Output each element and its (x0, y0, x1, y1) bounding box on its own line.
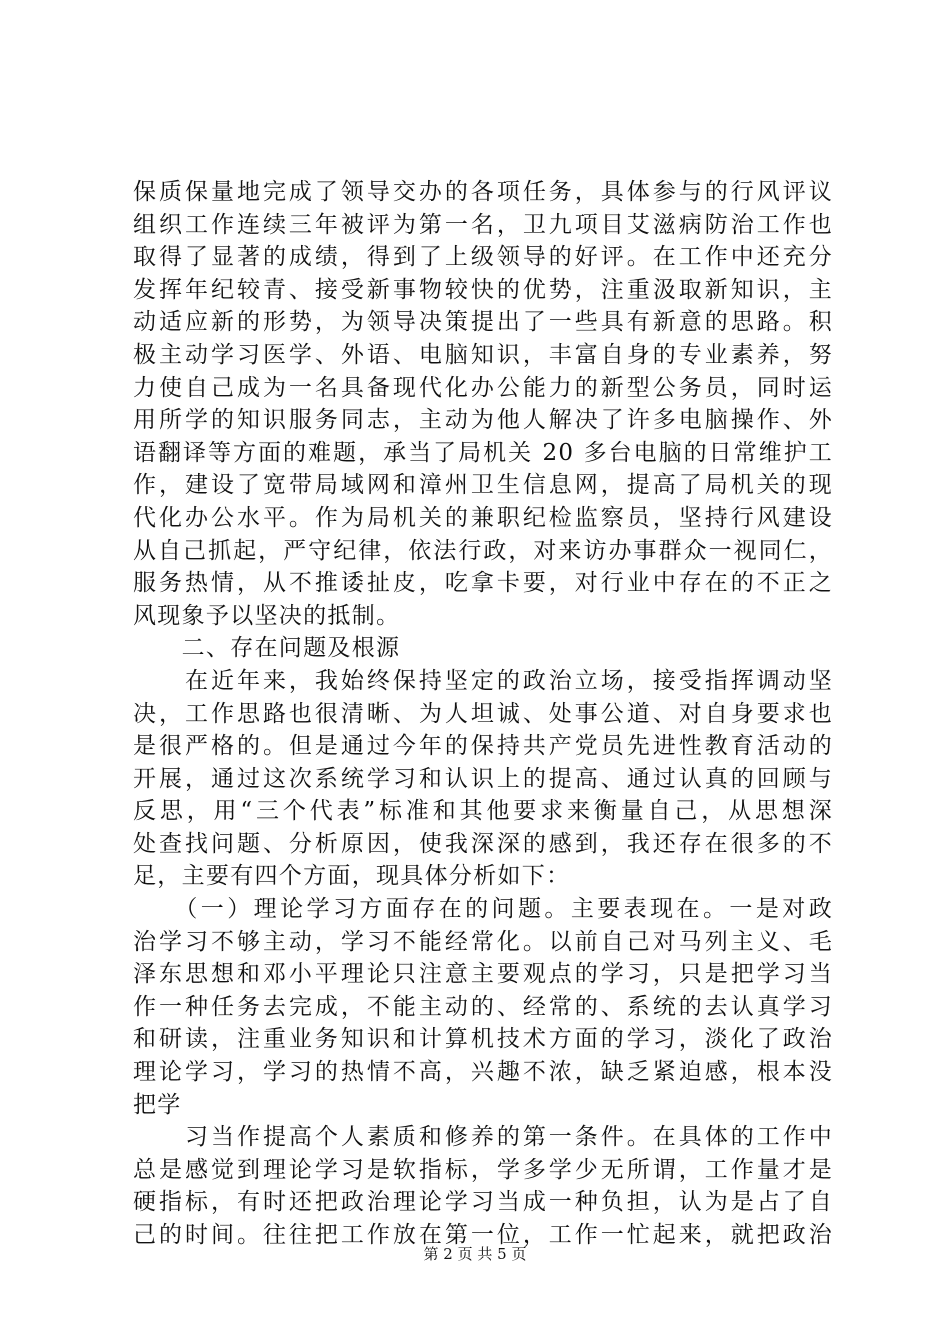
text-line: 和研读，注重业务知识和计算机技术方面的学习，淡化了政治 (133, 1026, 833, 1053)
text-line: 作，建设了宽带局域网和漳州卫生信息网，提高了局机关的现 (133, 472, 833, 499)
text-line: 动适应新的形势，为领导决策提出了一些具有新意的思路。积 (133, 309, 833, 336)
text-line: 组织工作连续三年被评为第一名，卫九项目艾滋病防治工作也 (133, 211, 833, 238)
text-line: 理论学习，学习的热情不高，兴趣不浓，缺乏紧迫感，根本没 (133, 1059, 833, 1086)
text-line: 从自己抓起，严守纪律，依法行政，对来访办事群众一视同仁， (133, 537, 833, 564)
text-line: 取得了显著的成绩，得到了上级领导的好评。在工作中还充分 (133, 244, 833, 271)
text-line: 决，工作思路也很清晰、为人坦诚、处事公道、对自身要求也 (133, 700, 833, 727)
text-line: 风现象予以坚决的抵制。 (133, 602, 401, 629)
text-line: 己的时间。往往把工作放在第一位，工作一忙起来，就把政治 (133, 1222, 833, 1248)
text-line: 开展，通过这次系统学习和认识上的提高、通过认真的回顾与 (133, 765, 833, 792)
text-line: 处查找问题、分析原因，使我深深的感到，我还存在很多的不 (133, 830, 833, 857)
text-line: 发挥年纪较青、接受新事物较快的优势，注重汲取新知识，主 (133, 276, 833, 303)
body-text (133, 176, 833, 1252)
text-line: 习当作提高个人素质和修养的第一条件。在具体的工作中 (133, 1124, 833, 1151)
text-line: 反思，用“三个代表”标准和其他要求来衡量自己，从思想深 (133, 798, 833, 825)
text-line: 总是感觉到理论学习是软指标，学多学少无所谓，工作量才是 (133, 1156, 833, 1183)
text-line: 力使自己成为一名具备现代化办公能力的新型公务员，同时运 (133, 374, 833, 401)
text-line: 极主动学习医学、外语、电脑知识，丰富自身的专业素养，努 (133, 341, 833, 368)
text-line: 在近年来，我始终保持坚定的政治立场，接受指挥调动坚 (133, 667, 833, 694)
text-line: 作一种任务去完成，不能主动的、经常的、系统的去认真学习 (133, 993, 833, 1020)
text-line: （一）理论学习方面存在的问题。主要表现在。一是对政 (133, 896, 833, 923)
section-heading: 二、存在问题及根源 (133, 635, 401, 662)
text-line: 保质保量地完成了领导交办的各项任务，具体参与的行风评议 (133, 179, 833, 205)
text-line: 是很严格的。但是通过今年的保持共产党员先进性教育活动的 (133, 733, 833, 760)
text-line: 把学 (133, 1091, 182, 1118)
text-line: 语翻译等方面的难题，承当了局机关 20 多台电脑的日常维护工 (133, 439, 833, 466)
text-line: 治学习不够主动，学习不能经常化。以前自己对马列主义、毛 (133, 928, 833, 955)
text-line: 泽东思想和邓小平理论只注意主要观点的学习，只是把学习当 (133, 961, 833, 988)
text-line: 服务热情，从不推诿扯皮，吃拿卡要，对行业中存在的不正之 (133, 570, 833, 597)
text-line: 代化办公水平。作为局机关的兼职纪检监察员，坚持行风建设 (133, 504, 833, 531)
text-line: 硬指标，有时还把政治理论学习当成一种负担，认为是占了自 (133, 1189, 833, 1216)
page-number-footer: 第 2 页 共 5 页 (423, 1245, 527, 1263)
text-line: 足，主要有四个方面，现具体分析如下： (133, 863, 571, 890)
text-line: 用所学的知识服务同志，主动为他人解决了许多电脑操作、外 (133, 407, 833, 434)
